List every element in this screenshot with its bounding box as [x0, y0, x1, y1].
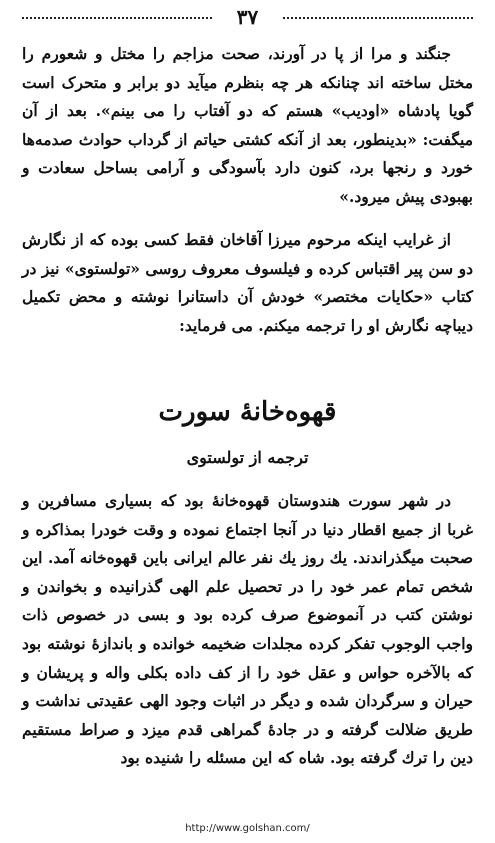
intro-paragraph-2-text: از غرایب اینکه مرحوم میرزا آقاخان فقط کسی بوده که از نگارش دو سن پیر اقتباس کرده و فیلسوف معروف روسی «تولستوی» نیز در کتاب «حکایات مختصر» خودش آن داستانرا نوشته و محض تکمیل دیباچه نگارش او را ترجمه میکنم. می فرماید:: [22, 230, 473, 335]
story-paragraph: [22, 487, 473, 773]
story-paragraph-text: در شهر سورت هندوستان قهوه‌خانهٔ بود که بسیاری مسافرین و غربا از جمیع اقطار دنیا در آنجا اجتماع نموده و وقت خودرا بمذاکره و صحبت میگذراندند. یك روز یك نفر عالم ایرانی باین قهوه‌خانه آمد. این شخص تمام عمر خود را در تحصیل علم الهی گذرانیده و بخواندن و نوشتن کتب در آنموضوع صرف کرده بود و بسی در خصوص ذات واجب الوجوب تفکر کرده مجلدات ضخیمه خوانده و باندازهٔ نوشته بود که بالآخره حواس و عقل خود را از کف داده بکلی واله و پریشان و حیران و سرگردان شده و دیگر در اثبات وجود الهی عقیدتی نداشت و طریق ضلالت گرفته و در جادهٔ گمراهی قدم میزد و صراط مستقیم دین را ترك گرفته بود. شاه که این مسئله را شنیده بود: [22, 491, 473, 768]
story-subtitle: ترجمه از تولستوی: [186, 448, 309, 467]
header-ornament-right: [283, 17, 473, 19]
intro-paragraph-2: [22, 226, 473, 340]
page-header: [22, 6, 473, 28]
intro-paragraph-1: [22, 40, 473, 212]
page-number: ۳۷: [236, 5, 259, 29]
story-title: قهوه‌خانهٔ سورت: [158, 397, 337, 427]
intro-paragraph-1-text: جنگند و مرا از پا در آورند، صحت مزاجم را مختل و شعورم را مختل ساخته اند چنانکه هر چه بنظرم میآید دو برابر و متحرک است گویا پادشاه «اودیب» هستم که دو آفتاب را می بینم». بعد از آن میگفت: «بدینطور، بعد از آنکه کشتی حیاتم از گرداب حوادث صدمه‌ها خورد و رنجها برد، کنون دارد بآسودگی و آرامی بساحل سعادت و بهبودی پیش میرود.»: [22, 44, 473, 206]
footer-url[interactable]: http://www.golshan.com/: [185, 823, 310, 834]
